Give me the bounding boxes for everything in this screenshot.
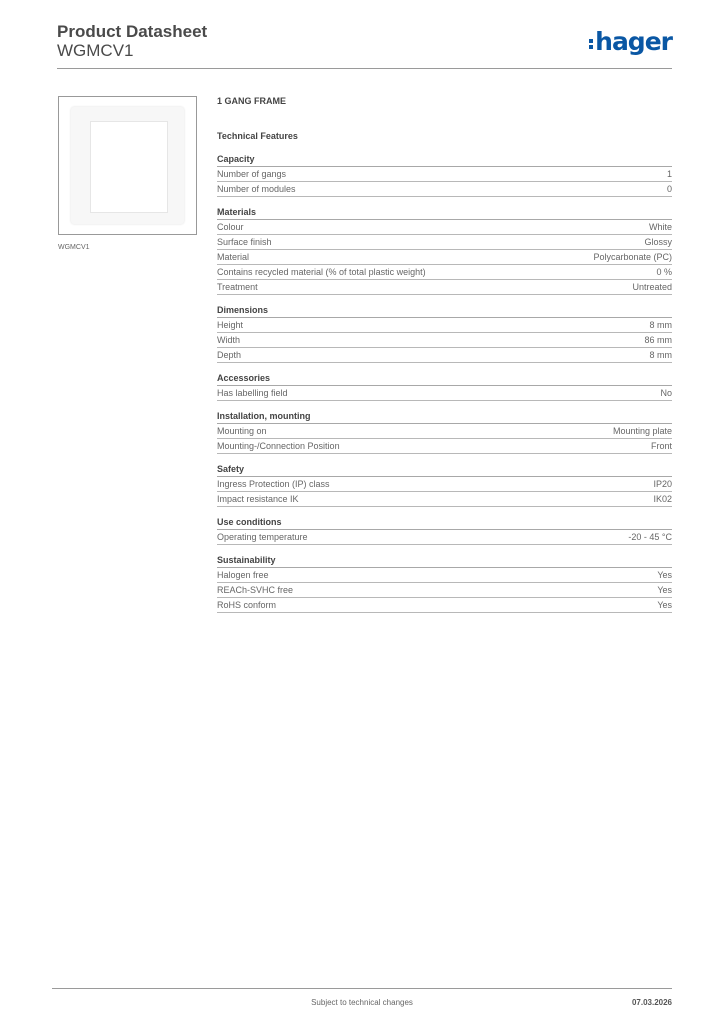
- page-title: Product Datasheet: [57, 22, 208, 41]
- spec-label: Number of gangs: [217, 169, 287, 179]
- spec-row: [217, 220, 672, 235]
- footer-divider: [52, 988, 672, 989]
- spec-label: Treatment: [217, 282, 258, 292]
- footer-note: Subject to technical changes: [311, 998, 413, 1007]
- spec-label: Width: [217, 335, 241, 345]
- spec-label: RoHS conform: [217, 600, 277, 610]
- section-capacity: [217, 153, 672, 197]
- footer-date: 07.03.2026: [631, 998, 672, 1007]
- feature-sections: [217, 153, 672, 613]
- spec-label: Mounting-/Connection Position: [217, 441, 340, 451]
- spec-value: White: [648, 222, 672, 232]
- spec-value: Mounting plate: [612, 426, 672, 436]
- spec-value: 1: [666, 169, 672, 179]
- product-heading: 1 GANG FRAME: [217, 96, 287, 106]
- spec-row: [217, 182, 672, 197]
- spec-value: 8 mm: [649, 350, 672, 360]
- spec-row: [217, 424, 672, 439]
- technical-content: [217, 94, 672, 622]
- spec-label: Ingress Protection (IP) class: [217, 479, 330, 489]
- spec-label: Mounting on: [217, 426, 267, 436]
- frame-outer: [71, 107, 184, 224]
- hager-logo: [589, 26, 672, 56]
- spec-value: 0 %: [656, 267, 672, 277]
- spec-value: Untreated: [632, 282, 672, 292]
- page-header: [57, 20, 672, 68]
- spec-row: [217, 318, 672, 333]
- spec-label: Depth: [217, 350, 242, 360]
- spec-label: Impact resistance IK: [217, 494, 299, 504]
- image-caption: WGMCV1: [58, 244, 90, 251]
- spec-row: [217, 568, 672, 583]
- spec-value: Yes: [657, 585, 672, 595]
- section-title: Accessories: [217, 372, 672, 386]
- spec-label: Halogen free: [217, 570, 269, 580]
- section-title: Installation, mounting: [217, 410, 672, 424]
- spec-label: Height: [217, 320, 244, 330]
- spec-label: Contains recycled material (% of total plastic weight): [217, 267, 426, 277]
- logo-colon-icon: [589, 39, 593, 49]
- spec-value: Yes: [657, 600, 672, 610]
- section-use-conditions: [217, 516, 672, 545]
- spec-row: [217, 583, 672, 598]
- spec-row: [217, 492, 672, 507]
- section-title: Use conditions: [217, 516, 672, 530]
- section-materials: [217, 206, 672, 295]
- spec-value: IK02: [653, 494, 672, 504]
- spec-value: 0: [666, 184, 672, 194]
- product-code: WGMCV1: [57, 41, 134, 60]
- spec-value: 8 mm: [649, 320, 672, 330]
- section-dimensions: [217, 304, 672, 363]
- spec-value: IP20: [653, 479, 672, 489]
- spec-value: Polycarbonate (PC): [593, 252, 672, 262]
- product-image: [58, 96, 197, 235]
- spec-row: [217, 530, 672, 545]
- spec-row: [217, 598, 672, 613]
- spec-row: [217, 167, 672, 182]
- spec-value: -20 - 45 °C: [628, 532, 672, 542]
- section-installation-mounting: [217, 410, 672, 454]
- section-accessories: [217, 372, 672, 401]
- section-sustainability: [217, 554, 672, 613]
- spec-label: REACh-SVHC free: [217, 585, 294, 595]
- spec-label: Colour: [217, 222, 244, 232]
- spec-row: [217, 333, 672, 348]
- section-title: Safety: [217, 463, 672, 477]
- section-title: Materials: [217, 206, 672, 220]
- spec-label: Has labelling field: [217, 388, 288, 398]
- spec-value: 86 mm: [644, 335, 672, 345]
- spec-row: [217, 439, 672, 454]
- spec-label: Operating temperature: [217, 532, 308, 542]
- section-safety: [217, 463, 672, 507]
- spec-row: [217, 250, 672, 265]
- spec-row: [217, 235, 672, 250]
- section-title: Capacity: [217, 153, 672, 167]
- spec-value: Front: [650, 441, 672, 451]
- spec-row: [217, 265, 672, 280]
- spec-row: [217, 477, 672, 492]
- section-title: Dimensions: [217, 304, 672, 318]
- spec-row: [217, 280, 672, 295]
- section-title: Sustainability: [217, 554, 672, 568]
- header-divider: [57, 68, 672, 69]
- spec-label: Number of modules: [217, 184, 296, 194]
- spec-value: No: [660, 388, 672, 398]
- spec-row: [217, 386, 672, 401]
- spec-value: Glossy: [644, 237, 672, 247]
- frame-opening: [90, 121, 168, 213]
- spec-label: Material: [217, 252, 250, 262]
- spec-row: [217, 348, 672, 363]
- logo-text: hager: [595, 26, 672, 56]
- features-heading: Technical Features: [217, 131, 298, 141]
- spec-label: Surface finish: [217, 237, 272, 247]
- spec-value: Yes: [657, 570, 672, 580]
